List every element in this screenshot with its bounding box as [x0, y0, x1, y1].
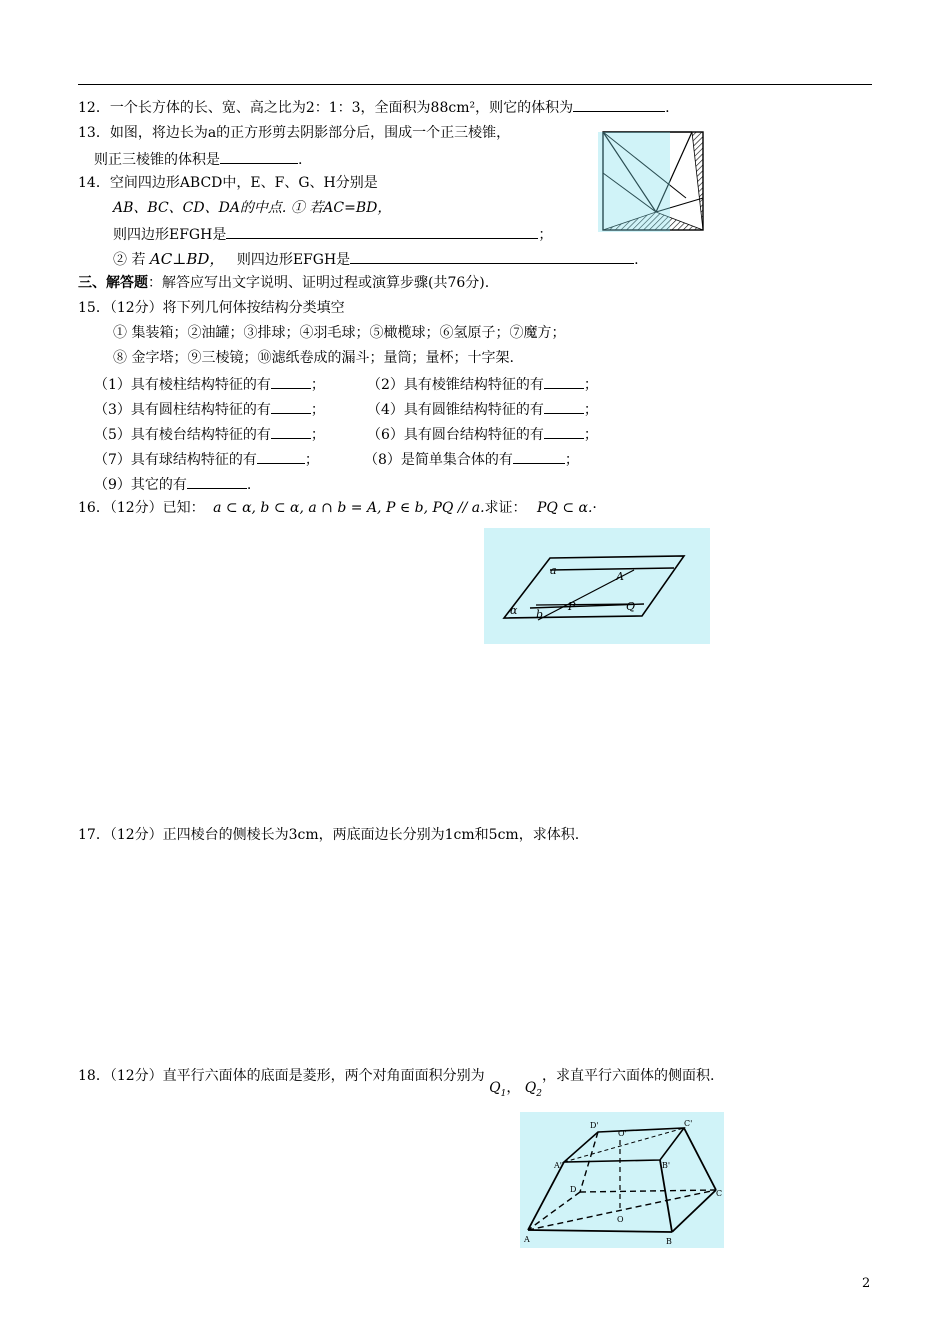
q18-text: 18．（12分）直平行六面体的底面是菱形，两个对角面面积分别为	[78, 1068, 485, 1084]
q16-figure	[484, 528, 710, 644]
question-12	[78, 97, 670, 117]
q16-prove: 求证：	[484, 500, 527, 516]
q14-text3: 则四边形EFGH是	[113, 227, 227, 243]
q15-row-2: （3）具有圆柱结构特征的有 ；	[94, 399, 325, 419]
q16-end: ·	[592, 500, 597, 516]
q14-text4a: ② 若	[113, 252, 146, 268]
question-15-line3	[113, 349, 514, 367]
q14-end2: .	[634, 252, 639, 268]
question-14-line3	[113, 224, 552, 244]
question-14-line2	[113, 199, 391, 217]
label-Q: Q	[626, 600, 636, 613]
q14-text1: 14．空间四边形ABCD中，E、F、G、H分别是	[78, 175, 378, 191]
question-13-line2	[94, 149, 302, 169]
label-C-prime: C'	[684, 1119, 693, 1128]
label-P: P	[568, 600, 576, 613]
question-16	[78, 499, 597, 517]
q13-answer-blank[interactable]	[220, 149, 298, 164]
q15-row-4b: （8）是简单集合体的有 ；	[364, 449, 579, 469]
label-C: C	[716, 1189, 723, 1198]
label-a: a	[550, 564, 557, 577]
q15-blank-5[interactable]	[271, 424, 311, 439]
q18-figure	[520, 1112, 724, 1248]
question-17	[78, 826, 579, 844]
question-14-line1	[78, 174, 378, 192]
label-O: O	[617, 1215, 624, 1224]
label-A: A	[616, 570, 624, 583]
q12-end: .	[665, 100, 670, 116]
q15-row-5: （9）其它的有 .	[94, 474, 251, 494]
q18-Q1: $Q_1$	[489, 1080, 507, 1099]
question-15-line1	[78, 299, 345, 317]
label-D: D	[570, 1185, 577, 1194]
q15-blank-6[interactable]	[544, 424, 584, 439]
q15-item-4: （4）具有圆锥结构特征的有	[367, 402, 544, 418]
q14-answer-blank-2[interactable]	[350, 249, 634, 264]
q15-item-6: （6）具有圆台结构特征的有	[367, 427, 544, 443]
question-15-line2	[113, 324, 565, 342]
label-O-prime: O'	[618, 1129, 627, 1138]
question-14-line4	[113, 249, 639, 269]
q15-row-1b: （2）具有棱锥结构特征的有 ；	[367, 374, 598, 394]
q15-row-2b: （4）具有圆锥结构特征的有 ；	[367, 399, 598, 419]
q14-text4b: 则四边形EFGH是	[236, 252, 351, 268]
q15-item-5: （5）具有棱台结构特征的有	[94, 427, 271, 443]
q13-text: 13．如图，将边长为a的正方形剪去阴影部分后，围成一个正三棱锥，	[78, 125, 511, 141]
q12-answer-blank[interactable]	[573, 97, 665, 112]
q16-math2: PQ ⊂ α.	[536, 500, 593, 516]
q15-blank-1[interactable]	[271, 374, 311, 389]
header-rule	[78, 84, 872, 85]
q17-text: 17．（12分）正四棱台的侧棱长为3cm，两底面边长分别为1cm和5cm，求体积.	[78, 827, 580, 843]
q15-row-1: （1）具有棱柱结构特征的有 ；	[94, 374, 325, 394]
q13-text2: 则正三棱锥的体积是	[94, 152, 220, 168]
q15-text1: 15．（12分）将下列几何体按结构分类填空	[78, 300, 345, 316]
label-B-prime: B'	[662, 1161, 671, 1170]
q15-blank-7[interactable]	[257, 449, 305, 464]
watermark-stamp	[598, 132, 670, 232]
q14-end1: ；	[538, 227, 553, 243]
q14-answer-blank-1[interactable]	[226, 224, 538, 239]
section-3-text: ：解答应写出文字说明、证明过程或演算步骤(共76分).	[148, 275, 490, 291]
q12-text: 12．一个长方体的长、宽、高之比为2：1：3，全面积为88cm²，则它的体积为	[78, 100, 574, 116]
q15-item-8: （8）是简单集合体的有	[364, 452, 513, 468]
q18-sep: ，	[506, 1080, 521, 1096]
q15-item-3: （3）具有圆柱结构特征的有	[94, 402, 271, 418]
q16-math: a ⊂ α, b ⊂ α, a ∩ b = A, P ∈ b, PQ // a.	[213, 500, 485, 516]
label-A-prime: A'	[554, 1161, 562, 1170]
label-D-prime: D'	[590, 1121, 599, 1130]
q15-row-4: （7）具有球结构特征的有 ；	[94, 449, 319, 469]
plane-lines-diagram	[484, 528, 710, 644]
q15-blank-8[interactable]	[513, 449, 565, 464]
q18-Q2: $Q_2$	[524, 1080, 542, 1099]
q15-item-7: （7）具有球结构特征的有	[94, 452, 257, 468]
q15-row-3: （5）具有棱台结构特征的有 ；	[94, 424, 325, 444]
question-13-line1	[78, 124, 510, 142]
q14-text2: AB、BC、CD、DA的中点. ① 若AC=BD，	[113, 200, 392, 216]
q15-item-9: （9）其它的有	[94, 477, 187, 493]
label-B: B	[666, 1237, 672, 1246]
question-18	[78, 1067, 715, 1099]
q15-blank-2[interactable]	[544, 374, 584, 389]
page-number: 2	[862, 1276, 871, 1291]
section-3-heading	[78, 274, 489, 292]
label-alpha: α	[510, 604, 518, 617]
q16-text: 16．（12分）已知：	[78, 500, 205, 516]
q14-math: AC⊥BD，	[149, 250, 225, 268]
q15-item-2: （2）具有棱锥结构特征的有	[367, 377, 544, 393]
label-A: A	[524, 1235, 530, 1244]
section-3-title: 三、解答题	[78, 275, 148, 291]
q18-end: ，求直平行六面体的侧面积.	[541, 1068, 715, 1084]
q15-blank-3[interactable]	[271, 399, 311, 414]
q15-row-3b: （6）具有圆台结构特征的有 ；	[367, 424, 598, 444]
q15-text2: ① 集装箱；②油罐；③排球；④羽毛球；⑤橄榄球；⑥氢原子；⑦魔方；	[113, 325, 566, 341]
q15-blank-9[interactable]	[187, 474, 247, 489]
label-b: b	[536, 608, 544, 621]
q15-blank-4[interactable]	[544, 399, 584, 414]
parallelepiped-diagram	[520, 1112, 724, 1248]
q13-end: .	[298, 152, 303, 168]
q13-figure	[598, 128, 710, 236]
q15-text3: ⑧ 金字塔；⑨三棱镜；⑩滤纸卷成的漏斗；量筒；量杯；十字架.	[113, 350, 514, 366]
q15-item-1: （1）具有棱柱结构特征的有	[94, 377, 271, 393]
